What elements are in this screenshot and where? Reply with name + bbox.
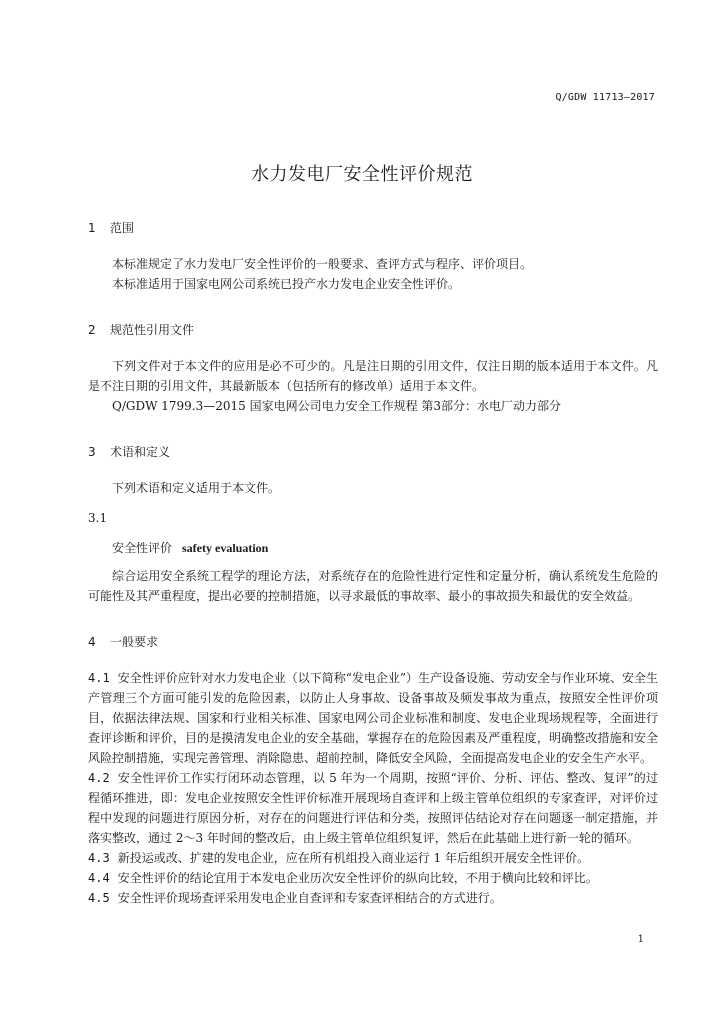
paragraph: 本标准规定了水力发电厂安全性评价的一般要求、查评方式与程序、评价项目。 bbox=[112, 257, 533, 271]
clause-4-1 bbox=[88, 668, 658, 768]
clause-number: 4.1 bbox=[88, 671, 110, 685]
section-title: 一般要求 bbox=[110, 635, 159, 649]
section-number: 1 bbox=[88, 221, 96, 235]
standard-number: Q/GDW 11713—2017 bbox=[555, 92, 655, 103]
section-1-heading bbox=[88, 218, 658, 238]
clause-text: 安全性评价现场查评采用发电企业自查评和专家查评相结合的方式进行。 bbox=[117, 891, 502, 905]
term-entry bbox=[88, 538, 658, 558]
clause-text: 安全性评价应针对水力发电企业（以下简称“发电企业”）生产设备设施、劳动安全与作业环境、安全生产管理三个方面可能引发的危险因素，以防止人身事故、设备事故及频发事故为重点，按照安全性评价项目，依据法律法规、国家和行业相关标准、国家电网公司企业标准和制度、发电企业现场规程等，全面进行查评诊断和评价，目的是摸清发电企业的安全基础，掌握存在的危险因素及严重程度，明确整改措施和安全风险控制措施，实现完善管理、消除隐患、超前控制，降低安全风险，全面提高发电企业的安全生产水平。 bbox=[88, 671, 658, 765]
section-title: 术语和定义 bbox=[110, 445, 171, 459]
clause-4-3 bbox=[88, 848, 658, 868]
clause-4-2 bbox=[88, 768, 658, 848]
clause-text: 安全性评价的结论宜用于本发电企业历次安全性评价的纵向比较，不用于横向比较和评比。 bbox=[117, 871, 598, 885]
reference-entry: Q/GDW 1799.3—2015 国家电网公司电力安全工作规程 第3部分：水电厂动力部分 bbox=[112, 399, 562, 413]
clause-text: 安全性评价工作实行闭环动态管理，以 5 年为一个周期，按照“评价、分析、评估、整改、复评”的过程循环推进，即：发电企业按照安全性评价标准开展现场自查评和上级主管单位组织的专家查评，对评价过程中发现的问题进行原因分析，对存在的问题进行评估和分类，按照评估结论对存在问题逐一制定措施，并落实整改，通过 2～3 年时间的整改后，由上级主管单位组织复评，然后在此基础上进行新一轮的循环。 bbox=[88, 771, 658, 845]
subclause-number: 3.1 bbox=[88, 511, 108, 525]
paragraph: 下列文件对于本文件的应用是必不可少的。凡是注日期的引用文件，仅注日期的版本适用于本文件。凡是不注日期的引用文件，其最新版本（包括所有的修改单）适用于本文件。 bbox=[88, 359, 658, 393]
paragraph: 本标准适用于国家电网公司系统已投产水力发电企业安全性评价。 bbox=[112, 277, 461, 291]
term-chinese: 安全性评价 bbox=[112, 541, 173, 555]
section-2-heading bbox=[88, 320, 658, 340]
clause-4-4 bbox=[88, 868, 658, 888]
section-3-heading bbox=[88, 442, 658, 462]
clause-number: 4.4 bbox=[88, 871, 110, 885]
term-english: safety evaluation bbox=[182, 541, 269, 555]
section-number: 4 bbox=[88, 635, 96, 649]
document-title: 水力发电厂安全性评价规范 bbox=[251, 164, 473, 185]
section-number: 2 bbox=[88, 323, 96, 337]
section-title: 规范性引用文件 bbox=[110, 323, 195, 337]
term-definition: 综合运用安全系统工程学的理论方法，对系统存在的危险性进行定性和定量分析，确认系统发生危险的可能性及其严重程度，提出必要的控制措施，以寻求最低的事故率、最小的事故损失和最优的安全效益。 bbox=[88, 569, 658, 603]
clause-text: 新投运或改、扩建的发电企业，应在所有机组投入商业运行 1 年后组织开展安全性评价。 bbox=[117, 851, 589, 865]
page-number: 1 bbox=[637, 934, 644, 945]
clause-number: 4.3 bbox=[88, 851, 110, 865]
clause-4-5 bbox=[88, 888, 658, 908]
clause-number: 4.5 bbox=[88, 891, 110, 905]
document-body bbox=[88, 218, 658, 908]
section-number: 3 bbox=[88, 445, 96, 459]
clause-number: 4.2 bbox=[88, 771, 110, 785]
section-title: 范围 bbox=[110, 221, 135, 235]
section-4-heading bbox=[88, 632, 658, 652]
paragraph: 下列术语和定义适用于本文件。 bbox=[112, 481, 281, 495]
